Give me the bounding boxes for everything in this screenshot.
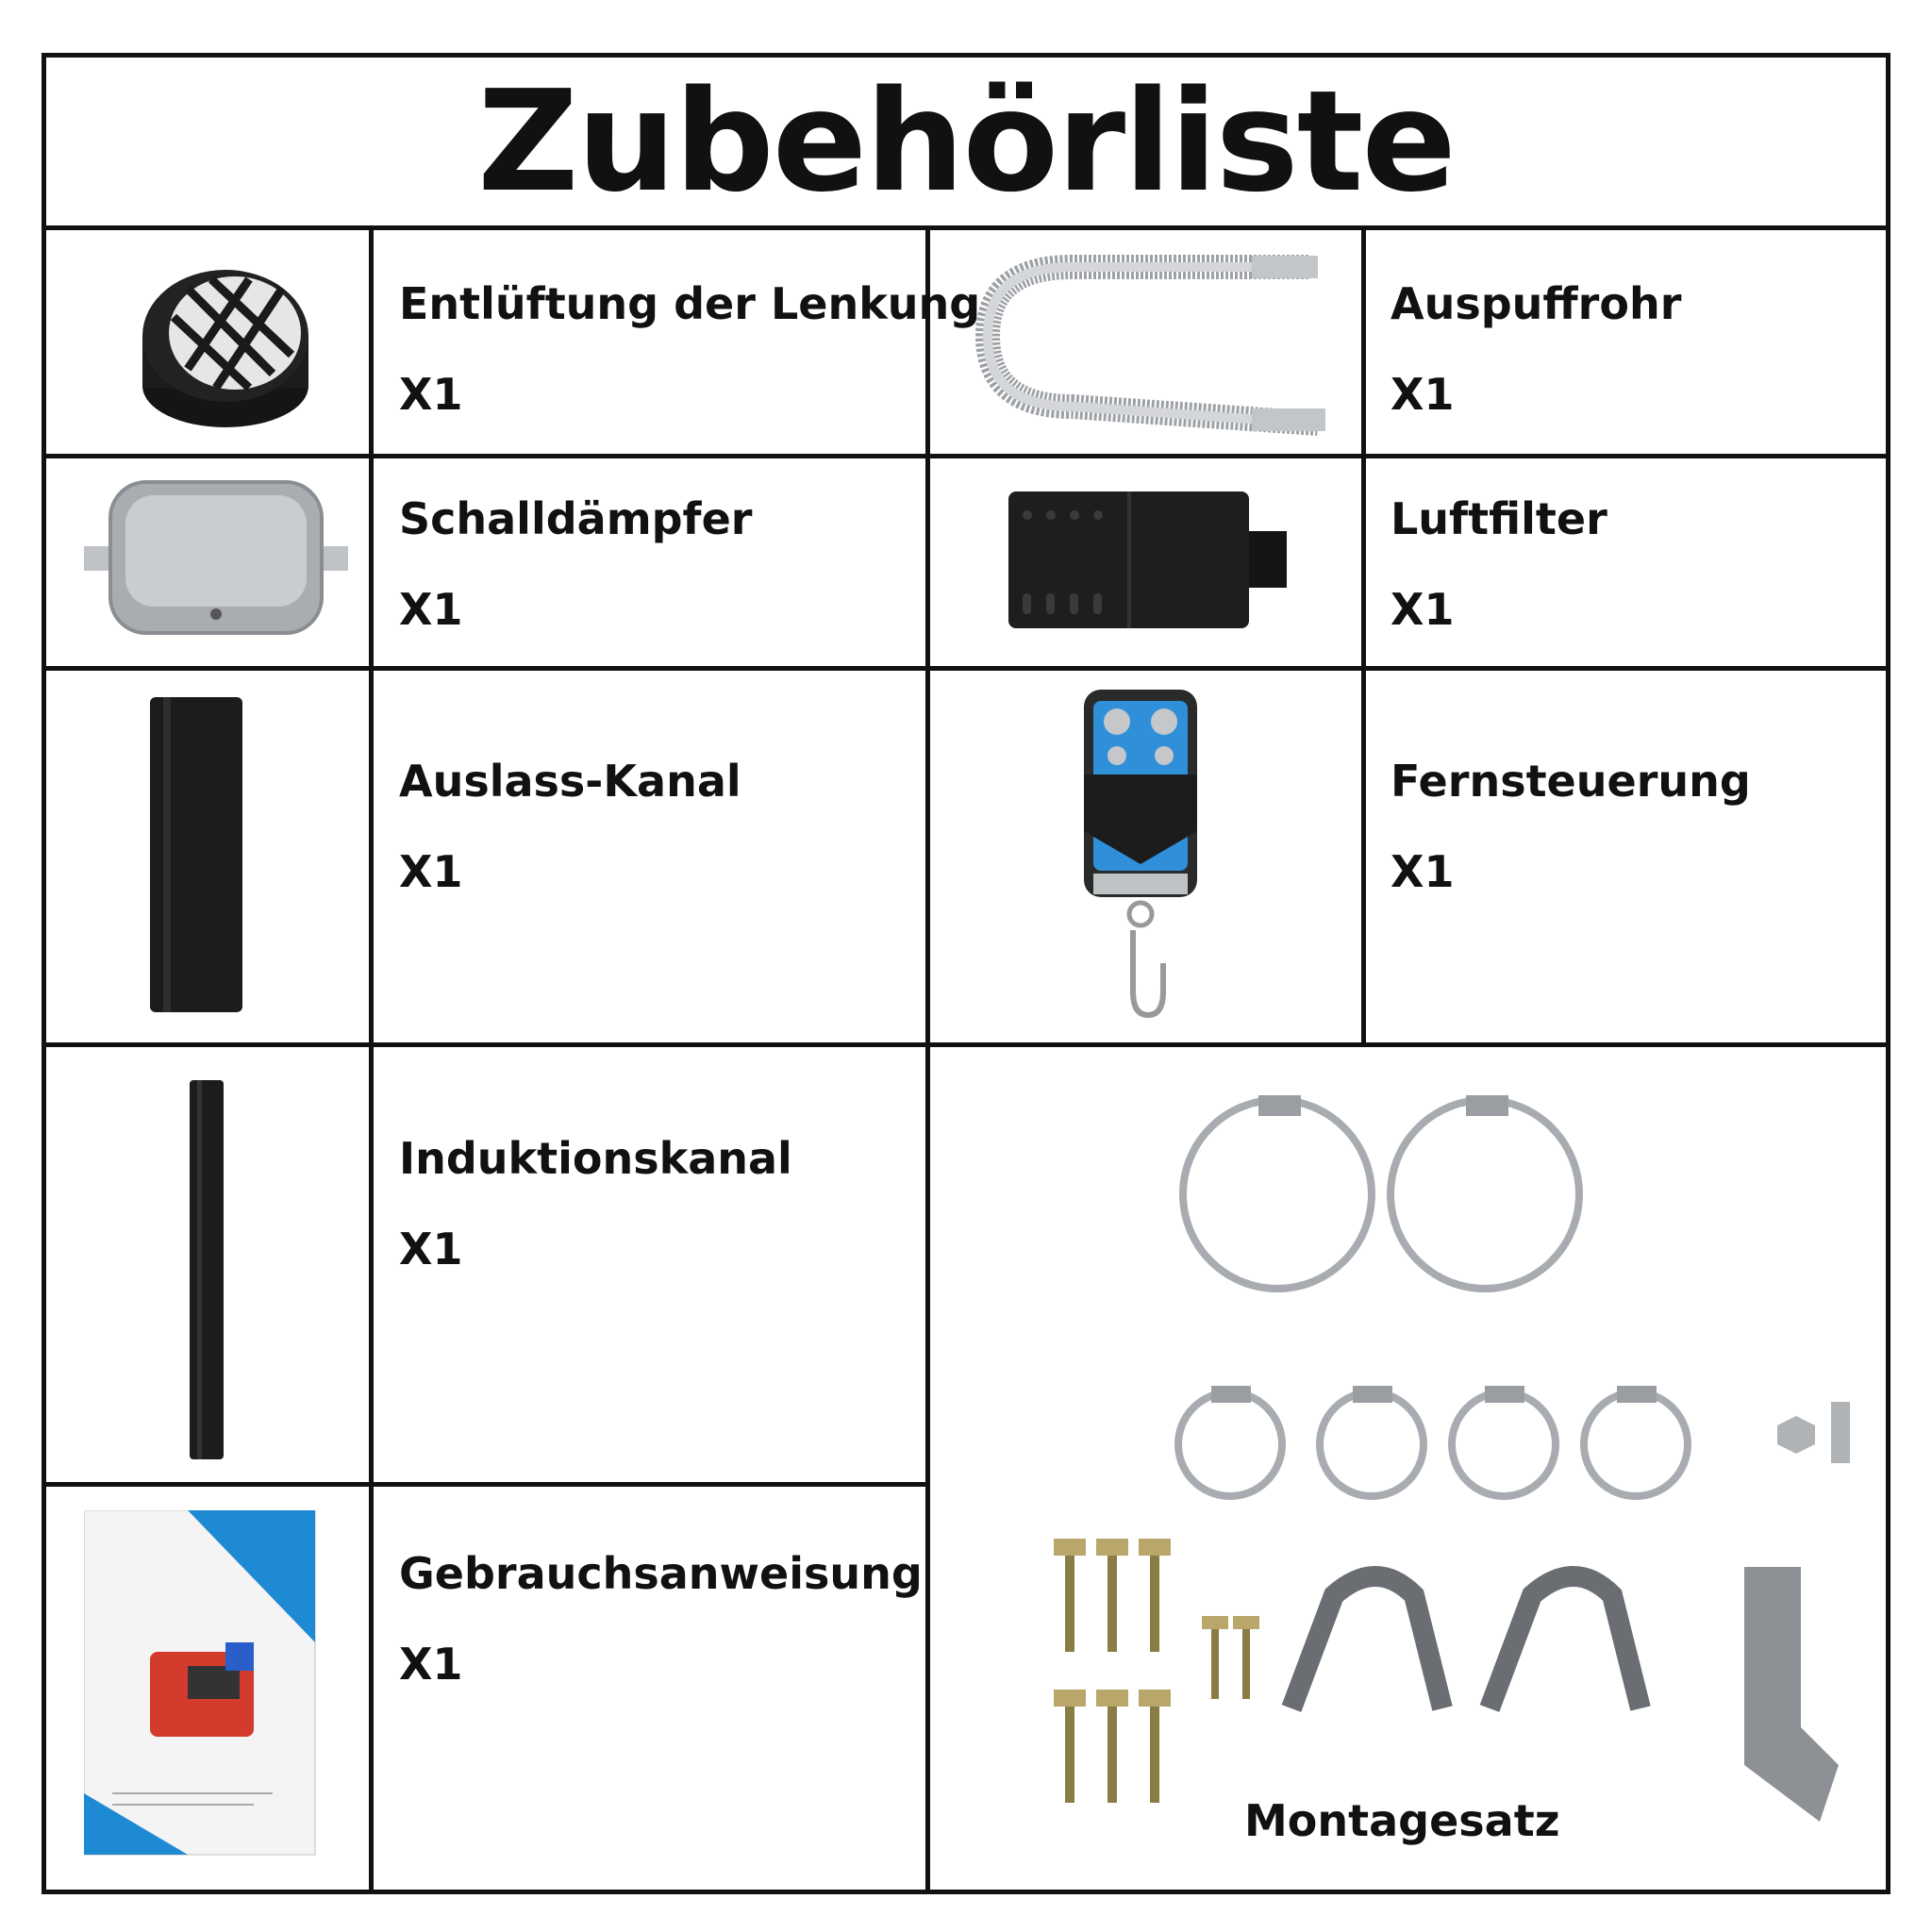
divider <box>46 1042 1886 1047</box>
divider <box>46 1482 928 1487</box>
item-label: Auspuffrohr <box>1391 278 1682 329</box>
item-label: Fernsteuerung <box>1391 756 1751 807</box>
page-title: Zubehörliste <box>477 60 1455 223</box>
divider <box>925 225 930 1890</box>
item-label: Luftfilter <box>1391 493 1607 544</box>
item-quantity: X1 <box>399 1224 463 1274</box>
divider <box>46 666 1886 671</box>
induction-duct-icon <box>178 1076 235 1463</box>
remote-control-icon <box>1074 690 1207 1029</box>
item-quantity: X1 <box>399 369 463 420</box>
divider <box>46 454 1886 458</box>
item-label: Gebrauchsanweisung <box>399 1548 923 1599</box>
item-quantity: X1 <box>1391 846 1455 897</box>
item-quantity: X1 <box>1391 369 1455 420</box>
item-label: Auslass-Kanal <box>399 756 741 807</box>
exhaust-pipe-icon <box>969 246 1337 444</box>
manual-icon <box>84 1510 320 1859</box>
mounting-kit-label: Montagesatz <box>1244 1795 1560 1846</box>
air-filter-icon <box>1008 482 1291 633</box>
mounting-kit-icon <box>1008 1067 1886 1840</box>
divider <box>1361 225 1366 1047</box>
item-quantity: X1 <box>399 1639 463 1690</box>
outlet-duct-icon <box>144 690 248 1020</box>
item-label: Entlüftung der Lenkung <box>399 278 981 329</box>
air-vent-icon <box>122 246 329 444</box>
item-quantity: X1 <box>1391 584 1455 635</box>
item-label: Schalldämpfer <box>399 493 753 544</box>
divider <box>46 225 1886 230</box>
item-quantity: X1 <box>399 584 463 635</box>
item-label: Induktionskanal <box>399 1133 792 1184</box>
divider <box>369 225 374 1890</box>
muffler-icon <box>84 473 348 642</box>
accessory-table <box>42 53 1890 1894</box>
item-quantity: X1 <box>399 846 463 897</box>
